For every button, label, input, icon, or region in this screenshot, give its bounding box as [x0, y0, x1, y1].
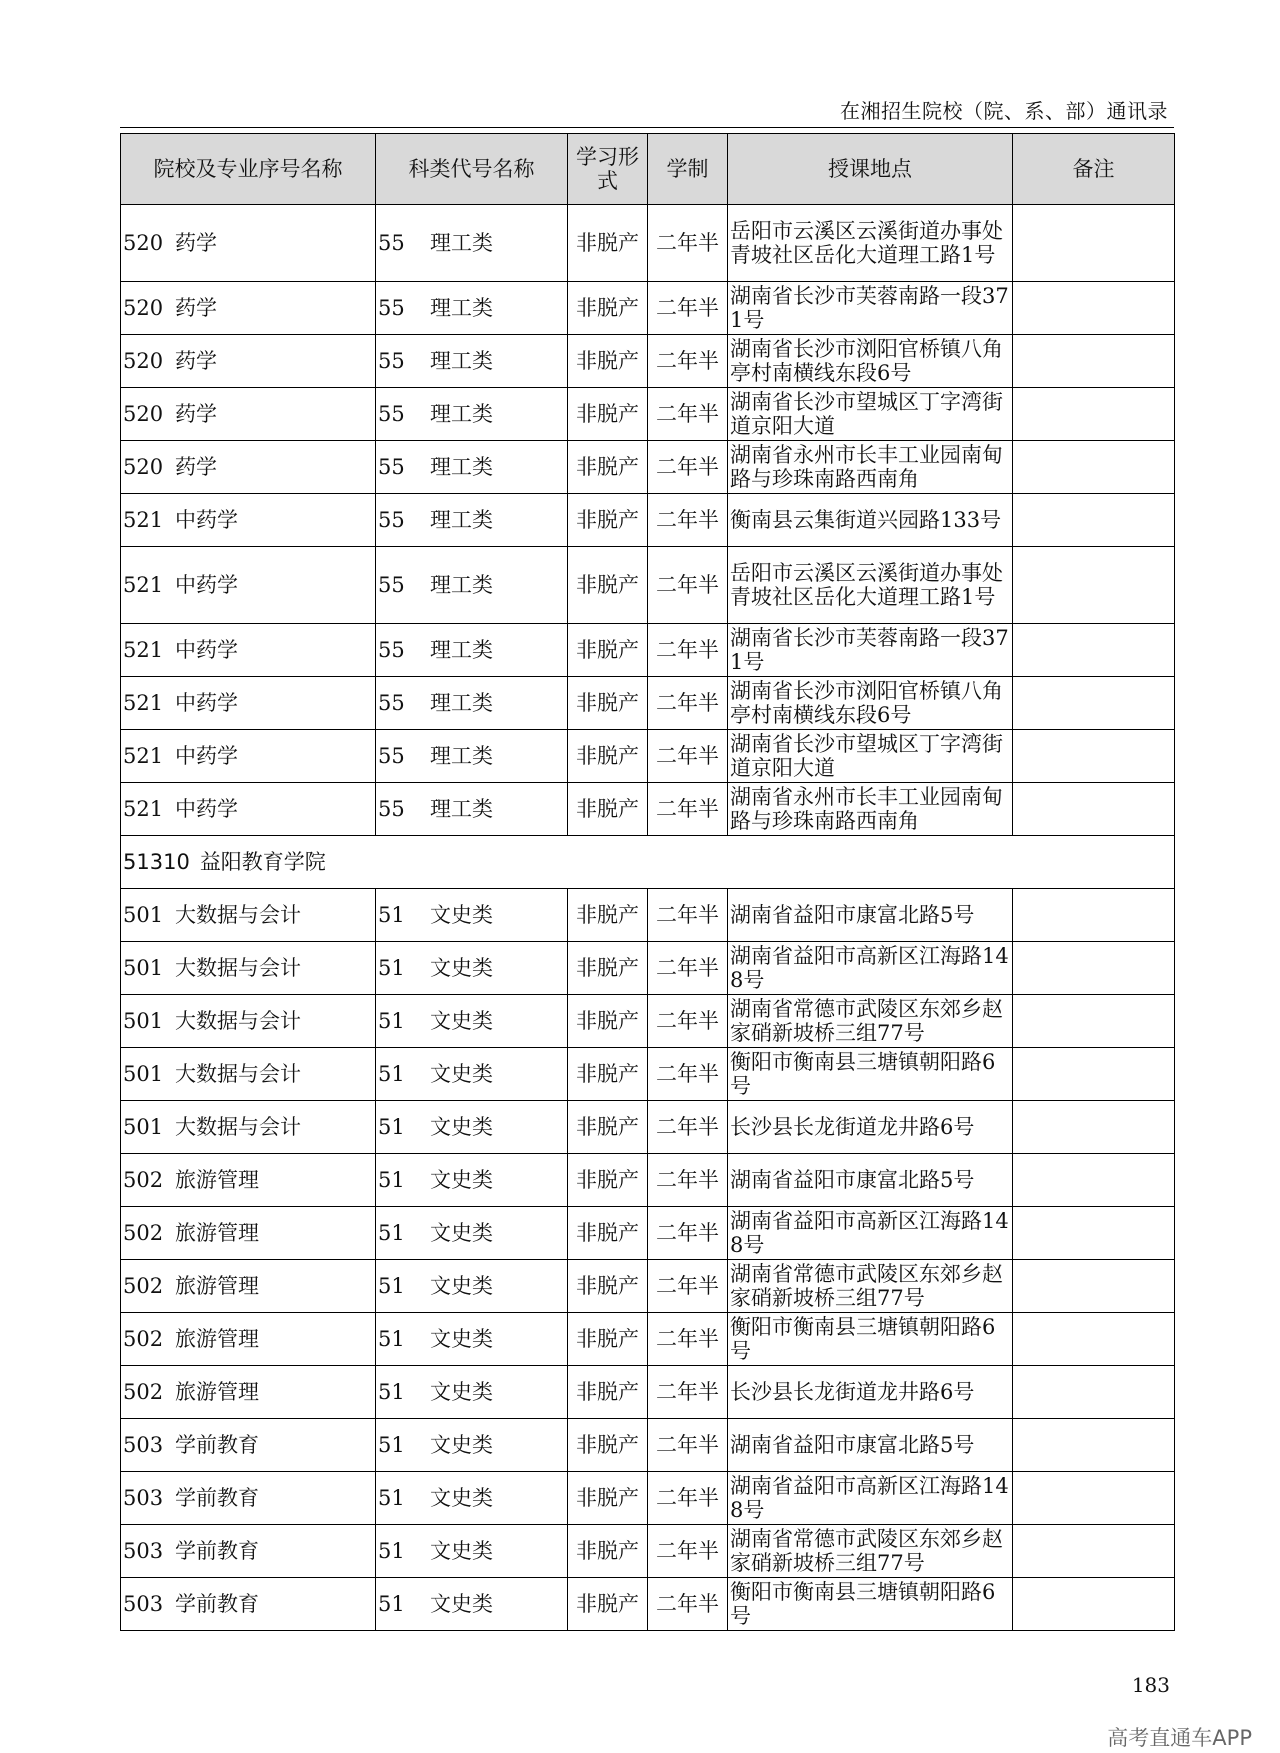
category-cell — [376, 889, 568, 942]
major-name: 中药学 — [175, 508, 238, 532]
duration-cell: 二年半 — [648, 1419, 728, 1472]
study-form-cell: 非脱产 — [568, 388, 648, 441]
study-form-cell: 非脱产 — [568, 282, 648, 335]
major-cell — [121, 494, 376, 547]
table-row — [121, 624, 1175, 677]
category-name: 理工类 — [430, 349, 493, 373]
category-cell — [376, 1366, 568, 1419]
table-row — [121, 889, 1175, 942]
school-name: 益阳教育学院 — [199, 850, 326, 874]
location-cell: 湖南省长沙市芙蓉南路一段371号 — [728, 282, 1013, 335]
major-name: 大数据与会计 — [175, 903, 301, 927]
major-code: 521 — [123, 797, 164, 821]
table-row — [121, 995, 1175, 1048]
category-cell — [376, 1207, 568, 1260]
category-name: 理工类 — [430, 638, 493, 662]
duration-cell: 二年半 — [648, 1048, 728, 1101]
category-name: 文史类 — [430, 903, 493, 927]
category-code: 55 — [378, 231, 405, 255]
major-cell — [121, 995, 376, 1048]
table-row — [121, 942, 1175, 995]
major-name: 中药学 — [175, 573, 238, 597]
note-cell — [1013, 441, 1175, 494]
category-cell — [376, 441, 568, 494]
duration-cell: 二年半 — [648, 995, 728, 1048]
duration-cell: 二年半 — [648, 624, 728, 677]
location-cell: 湖南省常德市武陵区东郊乡赵家硝新坡桥三组77号 — [728, 1525, 1013, 1578]
category-name: 文史类 — [430, 1168, 493, 1192]
major-name: 大数据与会计 — [175, 956, 301, 980]
category-cell — [376, 388, 568, 441]
category-name: 理工类 — [430, 744, 493, 768]
table-row — [121, 1366, 1175, 1419]
major-cell — [121, 677, 376, 730]
note-cell — [1013, 1578, 1175, 1631]
duration-cell: 二年半 — [648, 730, 728, 783]
location-cell: 湖南省益阳市康富北路5号 — [728, 889, 1013, 942]
major-code: 503 — [123, 1433, 164, 1457]
major-code: 521 — [123, 638, 164, 662]
major-code: 501 — [123, 1115, 164, 1139]
major-code: 503 — [123, 1486, 164, 1510]
note-cell — [1013, 1419, 1175, 1472]
duration-cell: 二年半 — [648, 1366, 728, 1419]
major-name: 中药学 — [175, 638, 238, 662]
major-name: 药学 — [175, 402, 217, 426]
header-rule — [120, 127, 1174, 128]
duration-cell: 二年半 — [648, 205, 728, 282]
category-cell — [376, 205, 568, 282]
duration-cell: 二年半 — [648, 1154, 728, 1207]
duration-cell: 二年半 — [648, 1207, 728, 1260]
table-row — [121, 1525, 1175, 1578]
major-name: 药学 — [175, 296, 217, 320]
major-cell — [121, 1366, 376, 1419]
study-form-cell: 非脱产 — [568, 1578, 648, 1631]
category-code: 55 — [378, 638, 405, 662]
category-code: 55 — [378, 508, 405, 532]
category-name: 文史类 — [430, 1009, 493, 1033]
major-code: 502 — [123, 1221, 164, 1245]
duration-cell: 二年半 — [648, 1101, 728, 1154]
major-cell — [121, 441, 376, 494]
note-cell — [1013, 282, 1175, 335]
duration-cell: 二年半 — [648, 1525, 728, 1578]
study-form-cell: 非脱产 — [568, 783, 648, 836]
note-cell — [1013, 730, 1175, 783]
note-cell — [1013, 1154, 1175, 1207]
note-cell — [1013, 1366, 1175, 1419]
study-form-cell: 非脱产 — [568, 995, 648, 1048]
table-row — [121, 783, 1175, 836]
major-cell — [121, 942, 376, 995]
major-cell — [121, 730, 376, 783]
major-name: 药学 — [175, 455, 217, 479]
category-code: 55 — [378, 573, 405, 597]
major-name: 中药学 — [175, 691, 238, 715]
location-cell: 湖南省常德市武陵区东郊乡赵家硝新坡桥三组77号 — [728, 1260, 1013, 1313]
major-name: 大数据与会计 — [175, 1009, 301, 1033]
table-row — [121, 388, 1175, 441]
table-body — [121, 205, 1175, 1631]
study-form-cell: 非脱产 — [568, 1260, 648, 1313]
major-code: 520 — [123, 402, 164, 426]
category-name: 文史类 — [430, 1592, 493, 1616]
duration-cell: 二年半 — [648, 1472, 728, 1525]
location-cell: 湖南省长沙市浏阳官桥镇八角亭村南横线东段6号 — [728, 677, 1013, 730]
note-cell — [1013, 1313, 1175, 1366]
note-cell — [1013, 889, 1175, 942]
category-name: 理工类 — [430, 296, 493, 320]
note-cell — [1013, 1472, 1175, 1525]
major-cell — [121, 1154, 376, 1207]
location-cell: 湖南省益阳市高新区江海路148号 — [728, 942, 1013, 995]
major-cell — [121, 1260, 376, 1313]
table-row — [121, 1048, 1175, 1101]
location-cell: 湖南省益阳市康富北路5号 — [728, 1419, 1013, 1472]
note-cell — [1013, 335, 1175, 388]
location-cell: 湖南省益阳市高新区江海路148号 — [728, 1472, 1013, 1525]
directory-table — [120, 133, 1175, 1631]
major-code: 521 — [123, 744, 164, 768]
duration-cell: 二年半 — [648, 1313, 728, 1366]
note-cell — [1013, 547, 1175, 624]
study-form-cell: 非脱产 — [568, 1207, 648, 1260]
major-code: 501 — [123, 956, 164, 980]
note-cell — [1013, 942, 1175, 995]
major-cell — [121, 547, 376, 624]
duration-cell: 二年半 — [648, 677, 728, 730]
note-cell — [1013, 1525, 1175, 1578]
major-name: 学前教育 — [175, 1592, 259, 1616]
major-code: 502 — [123, 1168, 164, 1192]
school-name-cell — [121, 836, 1175, 889]
category-name: 文史类 — [430, 1539, 493, 1563]
major-code: 501 — [123, 1062, 164, 1086]
major-name: 旅游管理 — [175, 1274, 259, 1298]
major-cell — [121, 1578, 376, 1631]
major-name: 旅游管理 — [175, 1168, 259, 1192]
table-row — [121, 1154, 1175, 1207]
category-cell — [376, 1578, 568, 1631]
location-cell: 湖南省长沙市望城区丁字湾街道京阳大道 — [728, 388, 1013, 441]
major-code: 521 — [123, 508, 164, 532]
table-header-row — [121, 134, 1175, 205]
col-header-note: 备注 — [1013, 134, 1175, 205]
category-code: 55 — [378, 691, 405, 715]
table-row — [121, 494, 1175, 547]
major-cell — [121, 783, 376, 836]
category-cell — [376, 1472, 568, 1525]
major-code: 502 — [123, 1380, 164, 1404]
study-form-cell: 非脱产 — [568, 335, 648, 388]
major-name: 学前教育 — [175, 1486, 259, 1510]
category-name: 理工类 — [430, 691, 493, 715]
major-cell — [121, 1525, 376, 1578]
table-row — [121, 677, 1175, 730]
location-cell: 湖南省益阳市康富北路5号 — [728, 1154, 1013, 1207]
major-code: 520 — [123, 349, 164, 373]
major-cell — [121, 1472, 376, 1525]
major-cell — [121, 1207, 376, 1260]
table-row — [121, 1419, 1175, 1472]
major-code: 521 — [123, 573, 164, 597]
category-name: 文史类 — [430, 1433, 493, 1457]
location-cell: 衡阳市衡南县三塘镇朝阳路6号 — [728, 1048, 1013, 1101]
major-code: 520 — [123, 455, 164, 479]
major-name: 学前教育 — [175, 1433, 259, 1457]
watermark-text: 高考直通车APP — [1107, 1726, 1252, 1750]
col-header-category: 科类代号名称 — [376, 134, 568, 205]
category-cell — [376, 335, 568, 388]
col-header-study-form: 学习形式 — [568, 134, 648, 205]
note-cell — [1013, 677, 1175, 730]
duration-cell: 二年半 — [648, 388, 728, 441]
location-cell: 长沙县长龙街道龙井路6号 — [728, 1101, 1013, 1154]
note-cell — [1013, 1260, 1175, 1313]
category-name: 文史类 — [430, 956, 493, 980]
location-cell: 湖南省永州市长丰工业园南甸路与珍珠南路西南角 — [728, 441, 1013, 494]
major-cell — [121, 1101, 376, 1154]
study-form-cell: 非脱产 — [568, 494, 648, 547]
category-cell — [376, 1154, 568, 1207]
location-cell: 长沙县长龙街道龙井路6号 — [728, 1366, 1013, 1419]
category-code: 51 — [378, 1592, 405, 1616]
running-header: 在湘招生院校（院、系、部）通讯录 — [840, 99, 1168, 123]
category-code: 51 — [378, 1168, 405, 1192]
category-code: 55 — [378, 296, 405, 320]
major-code: 520 — [123, 296, 164, 320]
location-cell: 湖南省长沙市浏阳官桥镇八角亭村南横线东段6号 — [728, 335, 1013, 388]
category-code: 55 — [378, 455, 405, 479]
category-code: 55 — [378, 797, 405, 821]
study-form-cell: 非脱产 — [568, 889, 648, 942]
note-cell — [1013, 1048, 1175, 1101]
category-code: 55 — [378, 744, 405, 768]
major-cell — [121, 1313, 376, 1366]
study-form-cell: 非脱产 — [568, 441, 648, 494]
category-code: 51 — [378, 1539, 405, 1563]
category-name: 理工类 — [430, 573, 493, 597]
note-cell — [1013, 995, 1175, 1048]
table-row — [121, 441, 1175, 494]
duration-cell: 二年半 — [648, 889, 728, 942]
category-name: 文史类 — [430, 1327, 493, 1351]
location-cell: 衡阳市衡南县三塘镇朝阳路6号 — [728, 1313, 1013, 1366]
category-code: 51 — [378, 1115, 405, 1139]
table-row — [121, 1207, 1175, 1260]
duration-cell: 二年半 — [648, 783, 728, 836]
category-cell — [376, 1101, 568, 1154]
major-name: 药学 — [175, 231, 217, 255]
category-cell — [376, 730, 568, 783]
note-cell — [1013, 1207, 1175, 1260]
duration-cell: 二年半 — [648, 494, 728, 547]
table-row — [121, 1313, 1175, 1366]
duration-cell: 二年半 — [648, 1260, 728, 1313]
category-code: 55 — [378, 349, 405, 373]
duration-cell: 二年半 — [648, 942, 728, 995]
note-cell — [1013, 624, 1175, 677]
category-code: 51 — [378, 956, 405, 980]
major-code: 503 — [123, 1539, 164, 1563]
study-form-cell: 非脱产 — [568, 1472, 648, 1525]
category-cell — [376, 494, 568, 547]
category-name: 理工类 — [430, 508, 493, 532]
category-name: 文史类 — [430, 1380, 493, 1404]
category-cell — [376, 995, 568, 1048]
major-code: 502 — [123, 1274, 164, 1298]
note-cell — [1013, 205, 1175, 282]
major-name: 旅游管理 — [175, 1380, 259, 1404]
category-name: 理工类 — [430, 402, 493, 426]
category-name: 文史类 — [430, 1486, 493, 1510]
major-name: 中药学 — [175, 797, 238, 821]
note-cell — [1013, 494, 1175, 547]
duration-cell: 二年半 — [648, 1578, 728, 1631]
note-cell — [1013, 783, 1175, 836]
study-form-cell: 非脱产 — [568, 547, 648, 624]
study-form-cell: 非脱产 — [568, 624, 648, 677]
school-code: 51310 — [123, 850, 190, 874]
category-name: 理工类 — [430, 231, 493, 255]
study-form-cell: 非脱产 — [568, 1419, 648, 1472]
table-row — [121, 1578, 1175, 1631]
major-code: 501 — [123, 1009, 164, 1033]
category-code: 51 — [378, 1380, 405, 1404]
major-code: 503 — [123, 1592, 164, 1616]
category-code: 51 — [378, 903, 405, 927]
major-code: 502 — [123, 1327, 164, 1351]
location-cell: 湖南省常德市武陵区东郊乡赵家硝新坡桥三组77号 — [728, 995, 1013, 1048]
category-code: 51 — [378, 1433, 405, 1457]
category-cell — [376, 942, 568, 995]
category-cell — [376, 547, 568, 624]
major-name: 中药学 — [175, 744, 238, 768]
school-header-row — [121, 836, 1175, 889]
category-code: 51 — [378, 1009, 405, 1033]
location-cell: 湖南省永州市长丰工业园南甸路与珍珠南路西南角 — [728, 783, 1013, 836]
major-cell — [121, 1419, 376, 1472]
study-form-cell: 非脱产 — [568, 1048, 648, 1101]
table-row — [121, 205, 1175, 282]
location-cell: 湖南省长沙市望城区丁字湾街道京阳大道 — [728, 730, 1013, 783]
study-form-cell: 非脱产 — [568, 730, 648, 783]
category-code: 51 — [378, 1327, 405, 1351]
category-cell — [376, 1313, 568, 1366]
note-cell — [1013, 1101, 1175, 1154]
location-cell: 岳阳市云溪区云溪街道办事处青坡社区岳化大道理工路1号 — [728, 547, 1013, 624]
category-code: 51 — [378, 1221, 405, 1245]
study-form-cell: 非脱产 — [568, 942, 648, 995]
major-cell — [121, 1048, 376, 1101]
study-form-cell: 非脱产 — [568, 1366, 648, 1419]
category-cell — [376, 624, 568, 677]
table-row — [121, 1472, 1175, 1525]
category-cell — [376, 282, 568, 335]
major-name: 大数据与会计 — [175, 1115, 301, 1139]
category-cell — [376, 1419, 568, 1472]
duration-cell: 二年半 — [648, 441, 728, 494]
major-name: 旅游管理 — [175, 1327, 259, 1351]
col-header-location: 授课地点 — [728, 134, 1013, 205]
major-cell — [121, 889, 376, 942]
major-name: 旅游管理 — [175, 1221, 259, 1245]
study-form-cell: 非脱产 — [568, 677, 648, 730]
location-cell: 衡南县云集街道兴园路133号 — [728, 494, 1013, 547]
study-form-cell: 非脱产 — [568, 1154, 648, 1207]
major-code: 520 — [123, 231, 164, 255]
category-code: 51 — [378, 1274, 405, 1298]
major-cell — [121, 624, 376, 677]
category-cell — [376, 677, 568, 730]
study-form-cell: 非脱产 — [568, 1101, 648, 1154]
category-name: 文史类 — [430, 1062, 493, 1086]
table-row — [121, 730, 1175, 783]
category-name: 文史类 — [430, 1274, 493, 1298]
category-name: 理工类 — [430, 455, 493, 479]
category-cell — [376, 1048, 568, 1101]
major-name: 学前教育 — [175, 1539, 259, 1563]
table-row — [121, 1101, 1175, 1154]
category-code: 51 — [378, 1486, 405, 1510]
category-cell — [376, 783, 568, 836]
col-header-duration: 学制 — [648, 134, 728, 205]
location-cell: 衡阳市衡南县三塘镇朝阳路6号 — [728, 1578, 1013, 1631]
category-cell — [376, 1525, 568, 1578]
major-code: 501 — [123, 903, 164, 927]
table-row — [121, 282, 1175, 335]
duration-cell: 二年半 — [648, 335, 728, 388]
duration-cell: 二年半 — [648, 547, 728, 624]
category-name: 文史类 — [430, 1115, 493, 1139]
study-form-cell: 非脱产 — [568, 205, 648, 282]
category-name: 理工类 — [430, 797, 493, 821]
major-code: 521 — [123, 691, 164, 715]
major-name: 药学 — [175, 349, 217, 373]
location-cell: 湖南省长沙市芙蓉南路一段371号 — [728, 624, 1013, 677]
table-row — [121, 335, 1175, 388]
page-number: 183 — [1131, 1673, 1170, 1697]
study-form-cell: 非脱产 — [568, 1313, 648, 1366]
major-cell — [121, 282, 376, 335]
major-cell — [121, 388, 376, 441]
duration-cell: 二年半 — [648, 282, 728, 335]
major-name: 大数据与会计 — [175, 1062, 301, 1086]
major-cell — [121, 335, 376, 388]
major-cell — [121, 205, 376, 282]
category-cell — [376, 1260, 568, 1313]
category-code: 55 — [378, 402, 405, 426]
table-row — [121, 547, 1175, 624]
col-header-major: 院校及专业序号名称 — [121, 134, 376, 205]
study-form-cell: 非脱产 — [568, 1525, 648, 1578]
note-cell — [1013, 388, 1175, 441]
location-cell: 岳阳市云溪区云溪街道办事处青坡社区岳化大道理工路1号 — [728, 205, 1013, 282]
table-row — [121, 1260, 1175, 1313]
category-name: 文史类 — [430, 1221, 493, 1245]
location-cell: 湖南省益阳市高新区江海路148号 — [728, 1207, 1013, 1260]
category-code: 51 — [378, 1062, 405, 1086]
